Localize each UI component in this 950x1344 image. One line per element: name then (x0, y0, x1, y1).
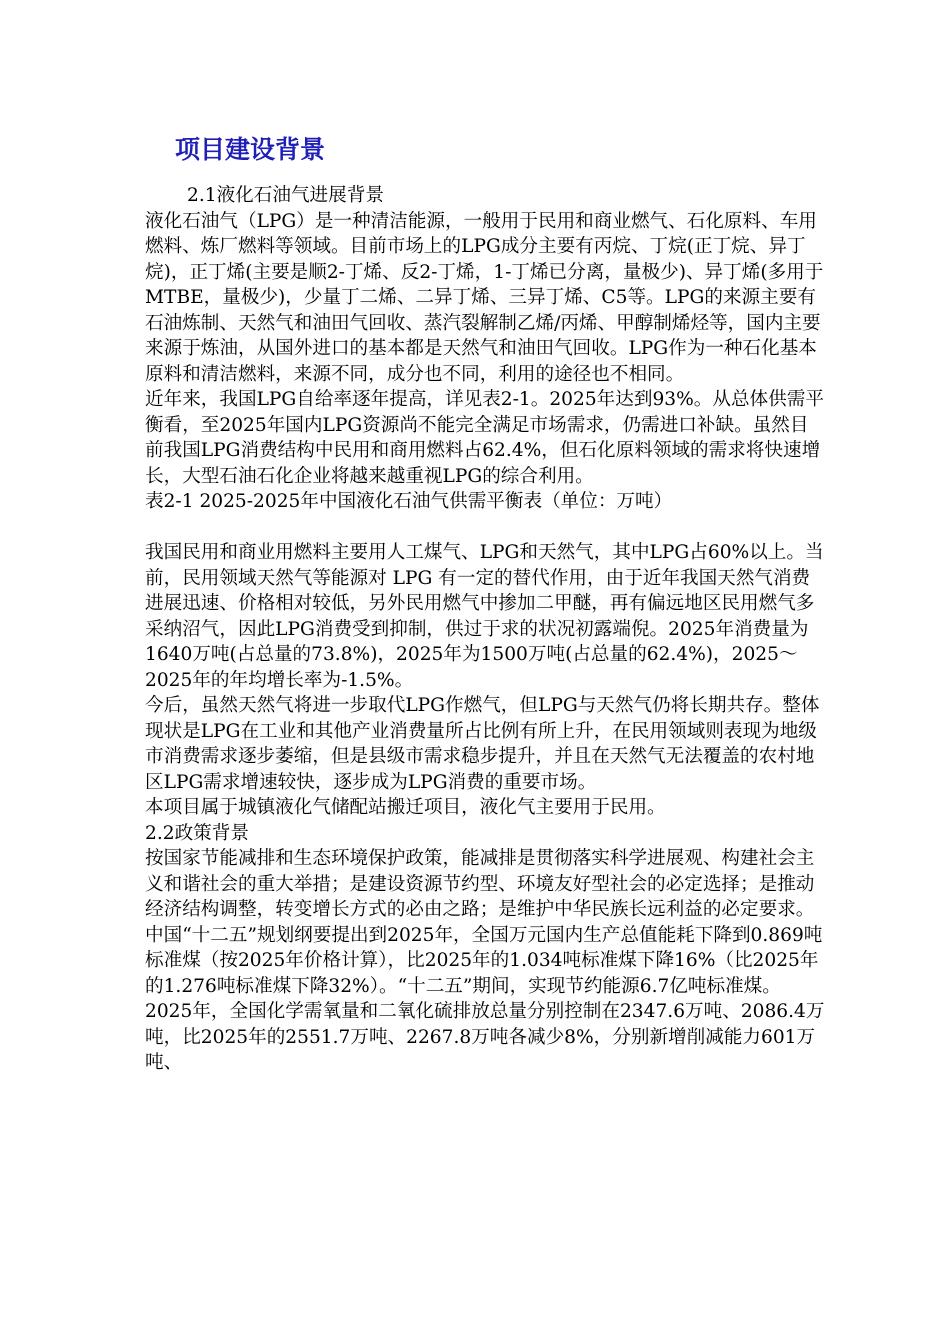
paragraph-policy: 按国家节能减排和生态环境保护政策，能减排是贯彻落实科学进展观、构建社会主义和谐社会的重大举措；是建设资源节约型、环境友好型社会的必定选择；是推动经济结构调整，转变增长方式的必由之路；是维护中华民族长远利益的必定要求。中国“十二五”规划纲要提出到2025年，全国万元国内生产总值能耗下降到0.869吨标准煤（按2025年价格计算），比2025年的1.034吨标准煤下降16%（比2025年的1.276吨标准煤下降32%）。“十二五”期间，实现节约能源6.7亿吨标准煤。2025年，全国化学需氧量和二氧化硫排放总量分别控制在2347.6万吨、2086.4万吨，比2025年的2551.7万吨、2267.8万吨各减少8%，分别新增削减能力601万吨、 (145, 848, 825, 1073)
paragraph-civil-fuel: 我国民用和商业用燃料主要用人工煤气、LPG和天然气，其中LPG占60%以上。当前，民用领域天然气等能源对 LPG 有一定的替代作用，由于近年我国天然气消费进展迅速、价格相对较低，另外民用燃气中掺加二甲醚，再有偏远地区民用燃气多采纳沼气，因此LPG消费受到抑制，供过于求的状况初露端倪。2025年消费量为1640万吨(占总量的73.8%)，2025年为1500万吨(占总量的62.4%)，2025～2025年的年均增长率为-1.5%。 (145, 542, 824, 691)
blank-line (145, 515, 825, 541)
paragraph-self-sufficiency: 近年来，我国LPG自给率逐年提高，详见表2-1。2025年达到93%。从总体供需平衡看，至2025年国内LPG资源尚不能完全满足市场需求，仍需进口补缺。虽然目前我国LPG消费结构中民用和商用燃料占62.4%，但石化原料领域的需求将快速增长，大型石油石化企业将越来越重视LPG的综合利用。 (145, 389, 824, 487)
paragraph-project-scope: 本项目属于城镇液化气储配站搬迁项目，液化气主要用于民用。 (145, 797, 666, 818)
section-heading-2-1: 2.1液化石油气进展背景 (187, 185, 384, 206)
page-title: 项目建设背景 (175, 135, 326, 164)
table-caption: 表2-1 2025-2025年中国液化石油气供需平衡表（单位：万吨） (145, 491, 673, 512)
section-heading-2-2: 2.2政策背景 (145, 822, 249, 844)
paragraph-future-outlook: 今后，虽然天然气将进一步取代LPG作燃气，但LPG与天然气仍将长期共存。整体现状是LPG在工业和其他产业消费量所占比例有所上升，在民用领域则表现为地级市消费需求逐步萎缩，但是县级市需求稳步提升，并且在天然气无法覆盖的农村地区LPG需求增速较快，逐步成为LPG消费的重要市场。 (145, 695, 820, 793)
paragraph-lpg-overview: 液化石油气（LPG）是一种清洁能源，一般用于民用和商业燃气、石化原料、车用燃料、炼厂燃料等领域。目前市场上的LPG成分主要有丙烷、丁烷(正丁烷、异丁烷)，正丁烯(主要是顺2-丁烯、反2-丁烯，1-丁烯已分离，量极少)、异丁烯(多用于MTBE，量极少)，少量丁二烯、二异丁烯、三异丁烯、C5等。LPG的来源主要有石油炼制、天然气和油田气回收、蒸汽裂解制乙烯/丙烯、甲醇制烯烃等，国内主要来源于炼油，从国外进口的基本都是天然气和油田气回收。LPG作为一种石化基本原料和清洁燃料，来源不同，成分也不同，利用的途径也不相同。 (145, 210, 824, 385)
document-body (145, 183, 825, 1076)
